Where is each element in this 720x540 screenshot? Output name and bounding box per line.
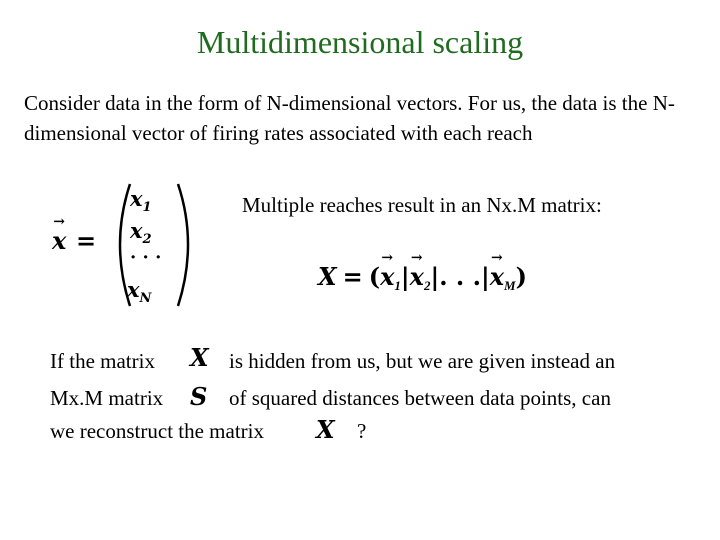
intro-paragraph: Consider data in the form of N-dimensional vectors. For us, the data is the N-dimensional vector of firing rates associated with each reach — [24, 91, 675, 145]
separator: | — [430, 262, 440, 291]
symbol-x: X — [190, 343, 209, 372]
question-line-3-start: we reconstruct the matrix — [50, 419, 264, 443]
sub-2: 2 — [423, 278, 431, 293]
question-mark: ? — [357, 419, 367, 443]
separator: | — [480, 262, 490, 291]
vector-brackets — [108, 180, 198, 310]
question-line-1-start: If the matrix — [50, 349, 155, 373]
sub-1: 1 — [394, 278, 401, 293]
sub-m: M — [504, 278, 516, 293]
equals-sign: = — [76, 226, 97, 255]
vector-x1: → x — [380, 262, 394, 291]
question-line-2-start: Mx.M matrix — [50, 386, 164, 410]
vector-x2: → x — [410, 262, 424, 291]
question-line-2-end: of squared distances between data points, can — [229, 386, 611, 410]
open-paren: ( — [368, 262, 381, 291]
symbol-s: S — [190, 382, 208, 411]
vector-xm: → x — [490, 262, 504, 291]
vector-lhs: → x — [52, 226, 66, 255]
vector-component: $x_2$ — [130, 218, 152, 247]
ellipsis: . . . — [439, 262, 481, 291]
multiple-reaches-text: Multiple reaches result in an Nx.M matrix: — [242, 193, 602, 217]
symbol-x: X — [316, 415, 335, 444]
vector-component: $x_N$ — [127, 277, 152, 306]
matrix-equation — [318, 262, 527, 294]
equals-sign: = — [342, 262, 363, 291]
vector-component: $x_1$ — [130, 186, 152, 215]
close-paren: ) — [515, 262, 527, 291]
question-line-1-end: is hidden from us, but we are given instead an — [229, 349, 616, 373]
vector-ellipsis: · · · — [130, 247, 162, 268]
matrix-lhs: X — [318, 262, 337, 291]
separator: | — [400, 262, 410, 291]
slide-title: Multidimensional scaling — [196, 24, 524, 60]
